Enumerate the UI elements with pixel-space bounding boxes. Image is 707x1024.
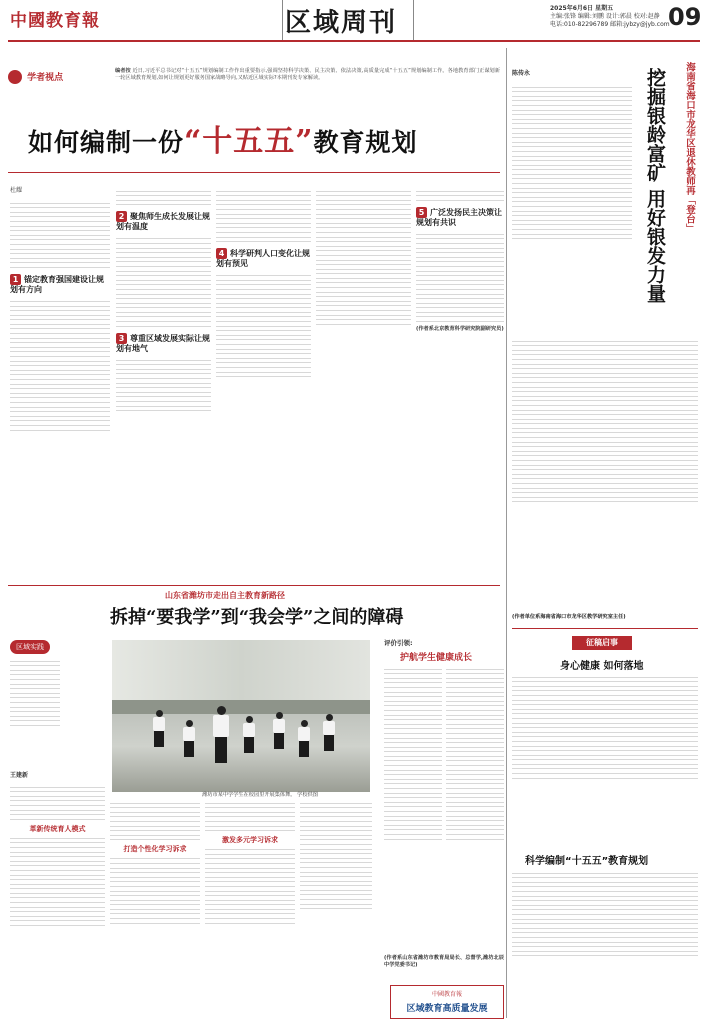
ad-sub: 中國教育報 xyxy=(431,991,462,998)
lead-subhead-3: 3 尊重区域发展实际让规划有地气 xyxy=(116,333,210,353)
feature-title: 拆掉“要我学”到“我会学”之间的障碍 xyxy=(110,607,404,628)
sidebar-label: 评价引领: xyxy=(384,639,413,647)
date-text: 2025年6月6日 星期五 xyxy=(550,5,614,12)
lead-author: 杜耀 xyxy=(10,187,23,194)
ad-label: 区域教育高质量发展 xyxy=(406,1004,488,1014)
kicker-icon xyxy=(8,70,22,84)
feedback-title: 身心健康 如何落地 xyxy=(560,661,644,672)
editor-note-text: 近日,习近平总书记对“十五五”规划编制工作作出重要指示,强调坚持科学决策、民主决策、依法决策,高质量完成“十五五”规划编制工作。各地教育部门正谋划新一轮区域教育规划,如何让规划更好服务国家战略导向,又贴近区域实际?本期刊发专家解读。 xyxy=(115,68,500,82)
page-number: 09 xyxy=(668,3,702,31)
right-column-body-top xyxy=(512,84,632,334)
feedback-label: 征稿启事 xyxy=(572,636,632,650)
right-byline: (作者单位系海南省海口市龙华区教学研究室主任) xyxy=(512,614,626,620)
right-author: 陈传永 xyxy=(512,70,531,77)
feature-column-3 xyxy=(205,800,295,1014)
sidebar-column-2 xyxy=(446,666,504,951)
right-rule xyxy=(512,628,698,629)
right-column-divider xyxy=(506,48,507,1018)
lead-column-3 xyxy=(216,188,311,545)
lead-column-1 xyxy=(10,200,110,545)
feature-photo xyxy=(112,640,370,792)
phone-line: 电话:010-82296789 邮箱:jybzy@jyb.com xyxy=(550,21,670,28)
lead-subhead-5: 5 广泛发扬民主决策让规划有共识 xyxy=(416,207,502,227)
lead-subhead-2: 2 聚焦师生成长发展让规划有温度 xyxy=(116,212,210,232)
feature-author: 王建新 xyxy=(10,772,29,779)
ad-box xyxy=(390,985,504,1019)
feature-subhead-3: 激发多元学习诉求 xyxy=(222,836,278,845)
lead-column-4 xyxy=(316,188,411,545)
editor-line: 主编:张锋 编辑:刘鹏 设计:郭晨 校对:赵静 xyxy=(550,13,660,20)
lead-column-5 xyxy=(416,188,504,545)
kicker-text: 学者视点 xyxy=(27,73,64,83)
lead-column-2 xyxy=(116,188,211,545)
sidebar-byline: (作者系山东省潍坊市教育局局长、总督学,潍坊北辰中学党委书记) xyxy=(384,955,504,969)
lead-title-pre: 如何编制一份 xyxy=(28,128,185,157)
feature-intro xyxy=(10,658,60,768)
feedback-title-2: 科学编制“十五五”教育规划 xyxy=(525,856,649,867)
kicker-box xyxy=(8,66,113,92)
masthead-logo: 中國教育報 xyxy=(10,11,100,31)
feedback-body-1 xyxy=(512,674,698,846)
feature-column-2 xyxy=(110,800,200,1014)
section-title: 区域周刊 xyxy=(285,8,398,38)
editor-note xyxy=(115,68,500,96)
feature-column-4 xyxy=(300,800,372,1014)
feature-label: 区域实践 xyxy=(10,640,50,654)
header-rule xyxy=(8,40,700,42)
right-vertical-title: 挖掘银龄富矿 用好银发力量 xyxy=(644,68,666,303)
photo-caption: 潍坊市某中学学生在校园里开展集体舞。 学校供图 xyxy=(202,792,318,798)
dateline xyxy=(550,5,670,29)
feature-subhead-2: 打造个性化学习诉求 xyxy=(123,845,187,854)
sidebar-title: 护航学生健康成长 xyxy=(400,653,473,663)
lead-rule xyxy=(8,172,500,173)
lead-subhead-1: 1 锚定教育强国建设让规划有方向 xyxy=(10,274,104,294)
lead-subhead-4: 4 科学研判人口变化让规划有预见 xyxy=(216,249,310,269)
feature-kicker: 山东省潍坊市走出自主教育新路径 xyxy=(165,591,285,600)
feature-column-1 xyxy=(10,784,105,1014)
right-column-body xyxy=(512,338,698,610)
lead-title xyxy=(28,116,498,160)
sidebar-column-1 xyxy=(384,666,442,951)
feature-subhead-1: 革新传统育人模式 xyxy=(29,824,86,833)
lead-byline: (作者系北京教育科学研究院副研究员) xyxy=(416,326,504,333)
feedback-body-2 xyxy=(512,870,698,1018)
lead-title-quote: “十五五” xyxy=(184,124,314,159)
right-vertical-kicker: 海南省海口市龙华区退休教师再「登台」 xyxy=(684,62,695,233)
feature-rule xyxy=(8,585,500,586)
lead-title-post: 教育规划 xyxy=(313,128,418,157)
editor-note-label: 编者按 xyxy=(115,68,131,74)
